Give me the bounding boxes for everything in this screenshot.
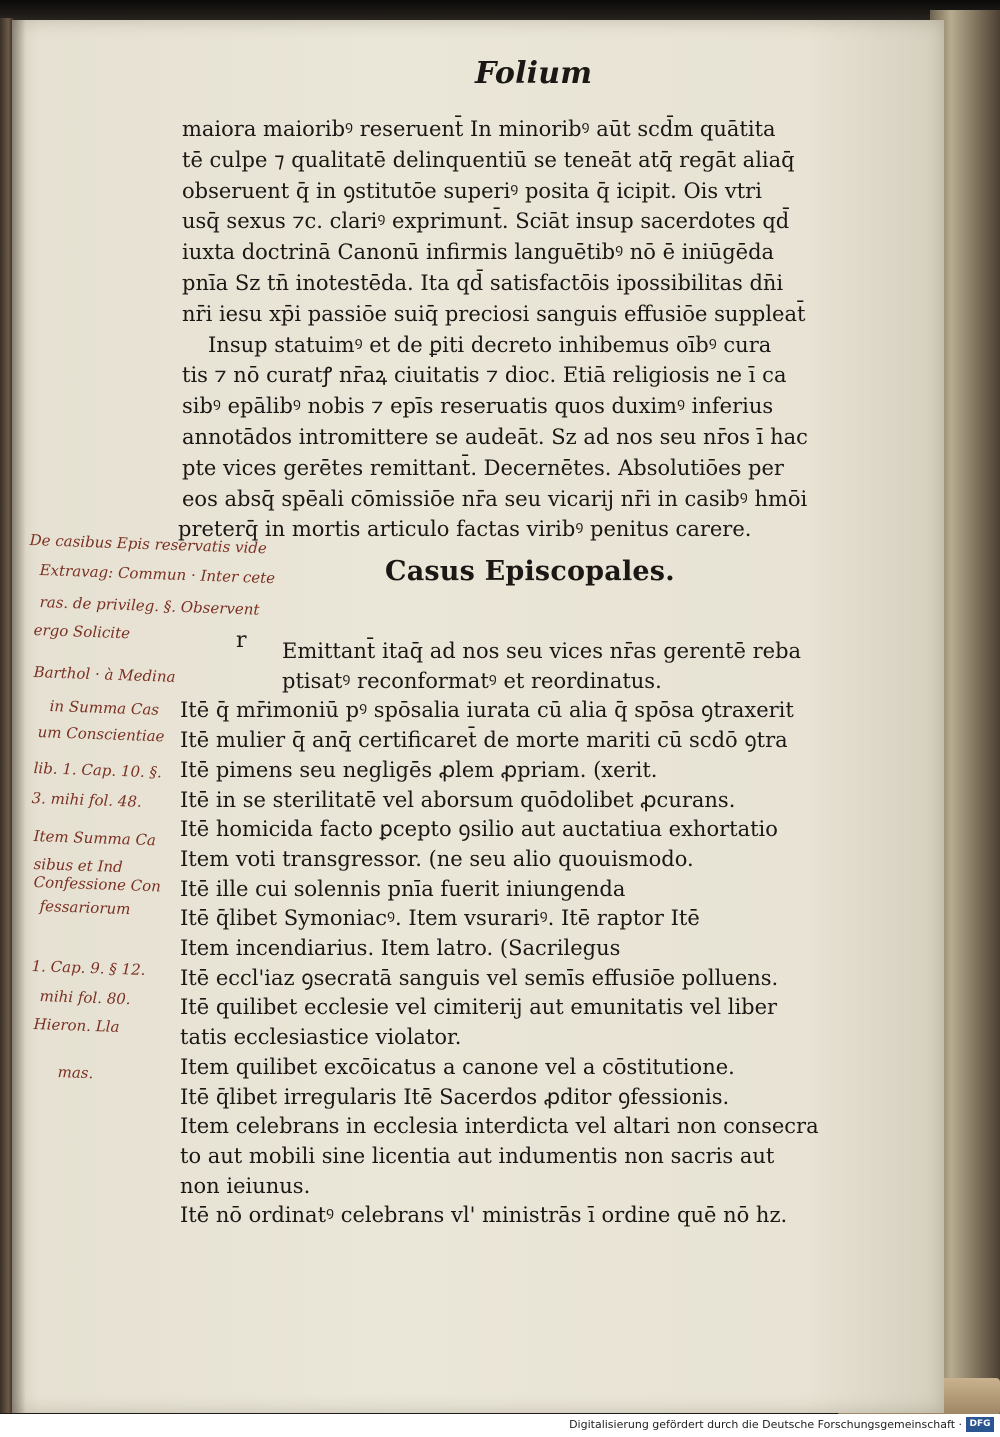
main-text-line: iuxta doctrinā Canonū infirmis languētibꝰ nō ē iniūgēda: [182, 240, 775, 265]
marginal-note: in Summa Cas: [49, 696, 160, 719]
marginal-note: 1. Cap. 9. § 12.: [31, 956, 146, 979]
marginal-note: Confessione Con: [33, 872, 162, 896]
marginal-note: mas.: [57, 1062, 94, 1083]
folio-title: Folium: [475, 56, 593, 91]
marginal-note: mihi fol. 80.: [39, 986, 131, 1009]
casus-line: Itē q̄libet Symoniacꝰ. Item vsurariꝰ. Itē raptor Itē: [180, 906, 700, 931]
casus-line: Itē ille cui solennis pnīa fuerit iniungenda: [180, 876, 626, 901]
book-edge-top: [0, 0, 1000, 22]
main-text-line: maiora maioribꝰ reseruent̄ In minoribꝰ aūt scd̄m quātita: [182, 117, 776, 141]
drop-letter: r: [236, 628, 247, 653]
marginal-note: Hieron. Lla: [33, 1014, 120, 1036]
marginal-note: Extravag: Commun · Inter cete: [39, 560, 276, 588]
main-text-line: sibꝰ epālibꝰ nobis ⁊ epīs reseruatis quos duximꝰ inferius: [182, 394, 774, 419]
casus-line: Itē nō ordinatꝰ celebrans vl' ministrās ī ordine quē nō hz.: [180, 1203, 788, 1228]
casus-line: ptisatꝰ reconformatꝰ et reordinatus.: [282, 668, 662, 693]
casus-line: Itē homicida facto ꝑcepto ꝯsilio aut auctatiua exhortatio: [180, 817, 778, 842]
casus-line: Item quilibet excōicatus a canone vel a cōstitutione.: [180, 1054, 735, 1079]
casus-line: Itē pimens seu negligēs ꝓlem ꝓpriam. (xerit.: [180, 757, 658, 782]
casus-line: Item celebrans in ecclesia interdicta vel altari non consecra: [180, 1114, 819, 1139]
main-text-line: nr̄i iesu xp̄i passiōe suiq̄ preciosi sanguis effusiōe suppleat̄: [182, 301, 806, 326]
casus-line: to aut mobili sine licentia aut indumentis non sacris aut: [180, 1143, 775, 1168]
casus-line: Item incendiarius. Item latro. (Sacrilegus: [180, 936, 621, 960]
main-text-line: preterq̄ in mortis articulo factas viribꝰ penitus carere.: [178, 517, 752, 542]
main-text-line: pte vices gerētes remittant̄. Decernētes. Absolutiōes per: [182, 455, 784, 480]
footer-bar: [0, 1414, 1000, 1437]
main-text-line: annotādos intromittere se audeāt. Sz ad nos seu nr̄os ī hac: [182, 425, 808, 449]
main-text-line: obseruent q̄ in ꝯstitutōe superiꝰ posita q̄ icipit. Ois vtri: [182, 178, 762, 203]
casus-line: Emittant̄ itaq̄ ad nos seu vices nr̄as gerentē reba: [282, 639, 802, 663]
casus-line: non ieiunus.: [180, 1173, 311, 1198]
marginal-note: Barthol · à Medina: [33, 662, 176, 686]
casus-line: Itē quilibet ecclesie vel cimiterij aut emunitatis vel liber: [180, 995, 778, 1020]
marginal-note: 3. mihi fol. 48.: [31, 788, 143, 811]
gutter-shadow: [12, 20, 26, 1413]
main-text-line: usq̄ sexus ⁊c. clariꝰ exprimunt̄. Sciāt insup sacerdotes qd̄: [182, 209, 790, 234]
casus-line: Itē in se sterilitatē vel aborsum quōdolibet ꝓcurans.: [180, 787, 736, 812]
marginal-note: lib. 1. Cap. 10. §.: [33, 758, 163, 782]
footer-credit: Digitalisierung gefördert durch die Deutsche Forschungsgemeinschaft ·: [569, 1418, 962, 1431]
main-text-line: eos absq̄ spēali cōmissiōe nr̄a seu vicarij nr̄i in casibꝰ hmōi: [182, 486, 808, 511]
main-text-line: tē culpe ⁊ qualitatē delinquentiū se teneāt atq̄ regāt aliaq̄: [182, 147, 795, 172]
main-text-line: pnīa Sz tn̄ inotestēda. Ita qd̄ satisfactōis ipossibilitas dn̄i: [182, 271, 784, 295]
marginal-note: De casibus Epis reservatis vide: [29, 530, 268, 558]
main-text-line: tis ⁊ nō curatꝭ nr̄aꝝ ciuitatis ⁊ dioc. Etiā religiosis ne ī ca: [182, 363, 787, 388]
casus-line: Itē eccl'iaz ꝯsecratā sanguis vel semīs effusiōe polluens.: [180, 965, 779, 990]
main-text-line: Insup statuimꝰ et de ꝑiti decreto inhibemus oībꝰ cura: [208, 332, 772, 357]
casus-line: Itē q̄ mr̄imoniū pꝰ spōsalia iurata cū alia q̄ spōsa ꝯtraxerit: [180, 698, 794, 723]
dfg-logo: DFG: [966, 1417, 994, 1432]
marginal-note: sibus et Ind: [33, 854, 124, 877]
casus-line: Itē mulier q̄ anq̄ certificaret̄ de morte mariti cū scdō ꝯtra: [180, 728, 788, 753]
marginal-note: ergo Solicite: [33, 620, 131, 643]
marginal-note: fessariorum: [39, 896, 131, 919]
casus-line: Item voti transgressor. (ne seu alio quouismodo.: [180, 846, 694, 871]
marginal-note: ras. de privileg. §. Observent: [39, 592, 260, 619]
section-heading: Casus Episcopales.: [385, 556, 675, 587]
casus-line: tatis ecclesiastice violator.: [180, 1025, 462, 1050]
casus-line: Itē q̄libet irregularis Itē Sacerdos ꝓditor ꝯfessionis.: [180, 1084, 730, 1109]
marginal-note: um Conscientiae: [37, 722, 165, 746]
marginal-note: Item Summa Ca: [33, 826, 157, 850]
